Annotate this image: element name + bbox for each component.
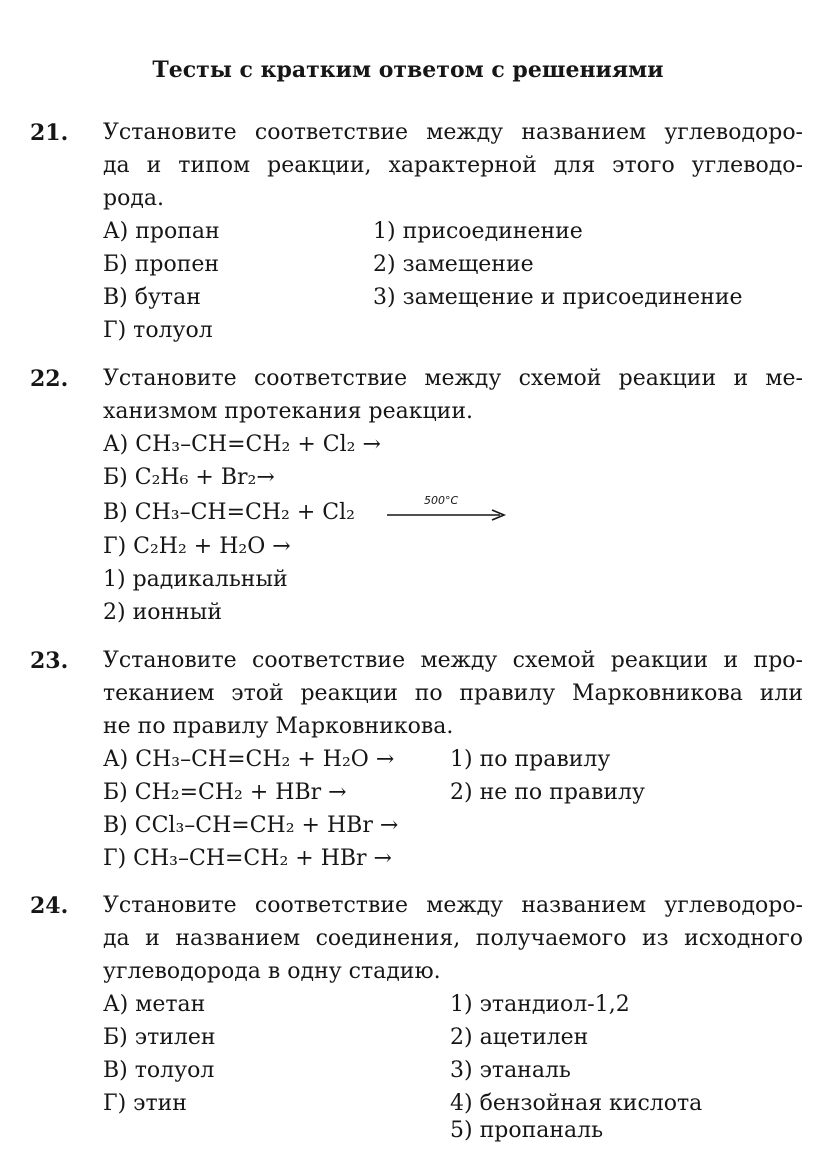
question-number: 23. [30, 648, 69, 674]
option-right: 2) замещение [373, 252, 534, 277]
reaction-scheme: В) CH₃–CH=CH₂ + Cl₂ [103, 500, 355, 525]
option-right: 2) ацетилен [450, 1025, 589, 1050]
option-left: Г) этин [103, 1091, 187, 1116]
reaction-scheme: Г) CH₃–CH=CH₂ + HBr → [103, 846, 392, 871]
question-text-line: не по правилу Марковникова. [103, 714, 454, 739]
question-text-line: да и типом реакции, характерной для этого углеводо- [103, 153, 803, 178]
option-left: В) бутан [103, 285, 201, 310]
option-right: 1) по правилу [450, 747, 611, 772]
option-right: 2) не по правилу [450, 780, 645, 805]
option-right: 5) пропаналь [450, 1118, 604, 1143]
question-text-line: Установите соответствие между схемой реакции и ме- [103, 366, 803, 391]
page-title: Тесты с кратким ответом с решениями [152, 57, 664, 83]
reaction-arrow-icon [386, 508, 510, 522]
question-number: 22. [30, 366, 69, 392]
question-text-line: Установите соответствие между названием углеводоро- [103, 893, 803, 918]
question-text-line: ханизмом протекания реакции. [103, 399, 473, 424]
question-text-line: рода. [103, 186, 164, 211]
option-right: 3) замещение и присоединение [373, 285, 743, 310]
question-text-line: Установите соответствие между схемой реакции и про- [103, 648, 803, 673]
option-right: 3) этаналь [450, 1058, 571, 1083]
question-number: 24. [30, 893, 69, 919]
option-left: Б) пропен [103, 252, 220, 277]
question-text-line: да и названием соединения, получаемого из исходного [103, 926, 803, 951]
option-right: 2) ионный [103, 600, 222, 625]
reaction-scheme: Б) C₂H₆ + Br₂→ [103, 465, 275, 490]
reaction-scheme: Г) C₂H₂ + H₂O → [103, 534, 291, 559]
option-left: Г) толуол [103, 318, 213, 343]
option-left: А) метан [103, 992, 206, 1017]
option-right: 1) этандиол-1,2 [450, 992, 630, 1017]
reaction-condition: 500°C [424, 494, 459, 507]
reaction-scheme: В) CCl₃–CH=CH₂ + HBr → [103, 813, 399, 838]
question-text-line: Установите соответствие между названием углеводоро- [103, 120, 803, 145]
option-left: В) толуол [103, 1058, 215, 1083]
question-number: 21. [30, 120, 69, 146]
option-left: Б) этилен [103, 1025, 216, 1050]
reaction-scheme: Б) CH₂=CH₂ + HBr → [103, 780, 347, 805]
option-right: 1) присоединение [373, 219, 583, 244]
reaction-scheme: А) CH₃–CH=CH₂ + Cl₂ → [103, 432, 381, 457]
option-right: 4) бензойная кислота [450, 1091, 703, 1116]
reaction-scheme: А) CH₃–CH=CH₂ + H₂O → [103, 747, 395, 772]
option-right: 1) радикальный [103, 567, 288, 592]
question-text-line: углеводорода в одну стадию. [103, 959, 441, 984]
question-text-line: теканием этой реакции по правилу Марковникова или [103, 681, 803, 706]
option-left: А) пропан [103, 219, 220, 244]
